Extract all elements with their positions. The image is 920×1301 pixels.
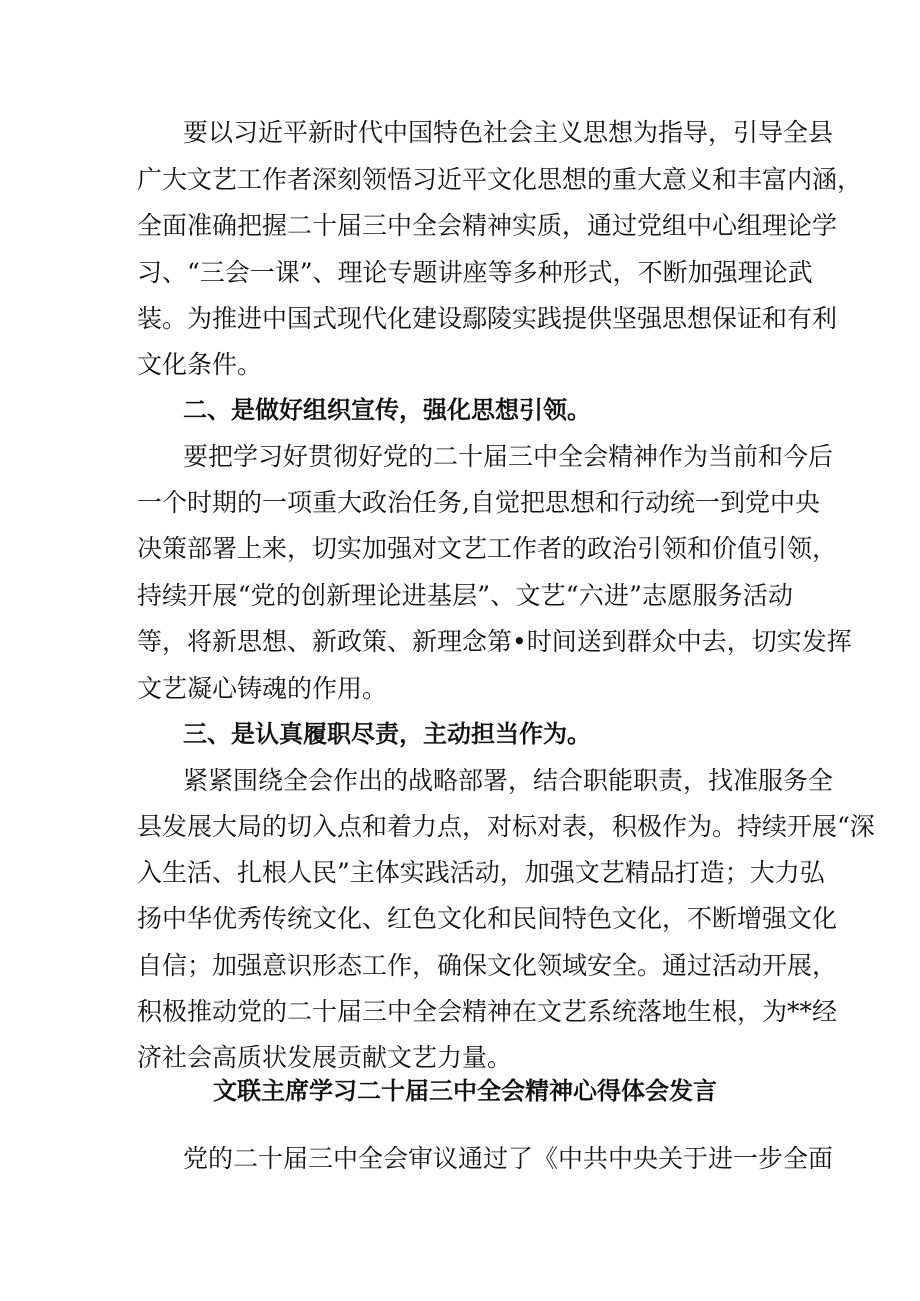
paragraph-line: 积极推动党的二十届三中全会精神在文艺系统落地生根，为**经: [137, 997, 838, 1026]
paragraph-line: 广大文艺工作者深刻领悟习近平文化思想的重大意义和丰富内涵，: [137, 165, 863, 194]
section-heading: 三、是认真履职尽责，主动担当作为。: [183, 720, 591, 748]
paragraph-line: 等，将新思想、新政策、新理念第•时间送到群众中去，切实发挥: [137, 627, 852, 656]
paragraph-line: 党的二十届三中全会审议通过了《中共中央关于进一步全面: [183, 1144, 834, 1173]
paragraph-line: 要以习近平新时代中国特色社会主义思想为指导，引导全县: [183, 118, 834, 147]
paragraph-line: 要把学习好贯彻好党的二十届三中全会精神作为当前和今后: [183, 442, 834, 471]
paragraph-line: 决策部署上来，切实加强对文艺工作者的政治引领和价值引领，: [137, 534, 838, 563]
paragraph-line: 习、“三会一课”、理论专题讲座等多种形式，不断加强理论武: [137, 258, 813, 287]
paragraph-line: 持续开展“党的创新理论进基层”、文艺“六进”志愿服务活动: [137, 581, 793, 610]
paragraph-line: 全面准确把握二十届三中全会精神实质，通过党组中心组理论学: [137, 211, 838, 240]
paragraph-line: 紧紧围绕全会作出的战略部署，结合职能职责，找准服务全: [183, 766, 834, 795]
article-title: 文联主席学习二十届三中全会精神心得体会发言: [213, 1077, 717, 1105]
paragraph-line: 入生活、扎根人民”主体实践活动，加强文艺精品打造；大力弘: [137, 858, 825, 887]
paragraph-line: 自信；加强意识形态工作，确保文化领域安全。通过活动开展，: [137, 951, 838, 980]
paragraph-line: 文化条件。: [137, 350, 263, 379]
section-heading: 二、是做好组织宣传，强化思想引领。: [183, 396, 591, 424]
paragraph-line: 扬中华优秀传统文化、红色文化和民间特色文化，不断增强文化: [137, 904, 838, 933]
paragraph-line: 文艺凝心铸魂的作用。: [137, 674, 388, 703]
paragraph-line: 县发展大局的切入点和着力点，对标对表，积极作为。持续开展“深: [137, 812, 875, 841]
paragraph-line: 济社会高质状发展贡献文艺力量。: [137, 1043, 513, 1072]
paragraph-line: 装。为推进中国式现代化建设鄢陵实践提供坚强思想保证和有利: [137, 304, 838, 333]
paragraph-line: 一个时期的一项重大政治任务,自觉把思想和行动统一到党中央: [137, 488, 820, 517]
